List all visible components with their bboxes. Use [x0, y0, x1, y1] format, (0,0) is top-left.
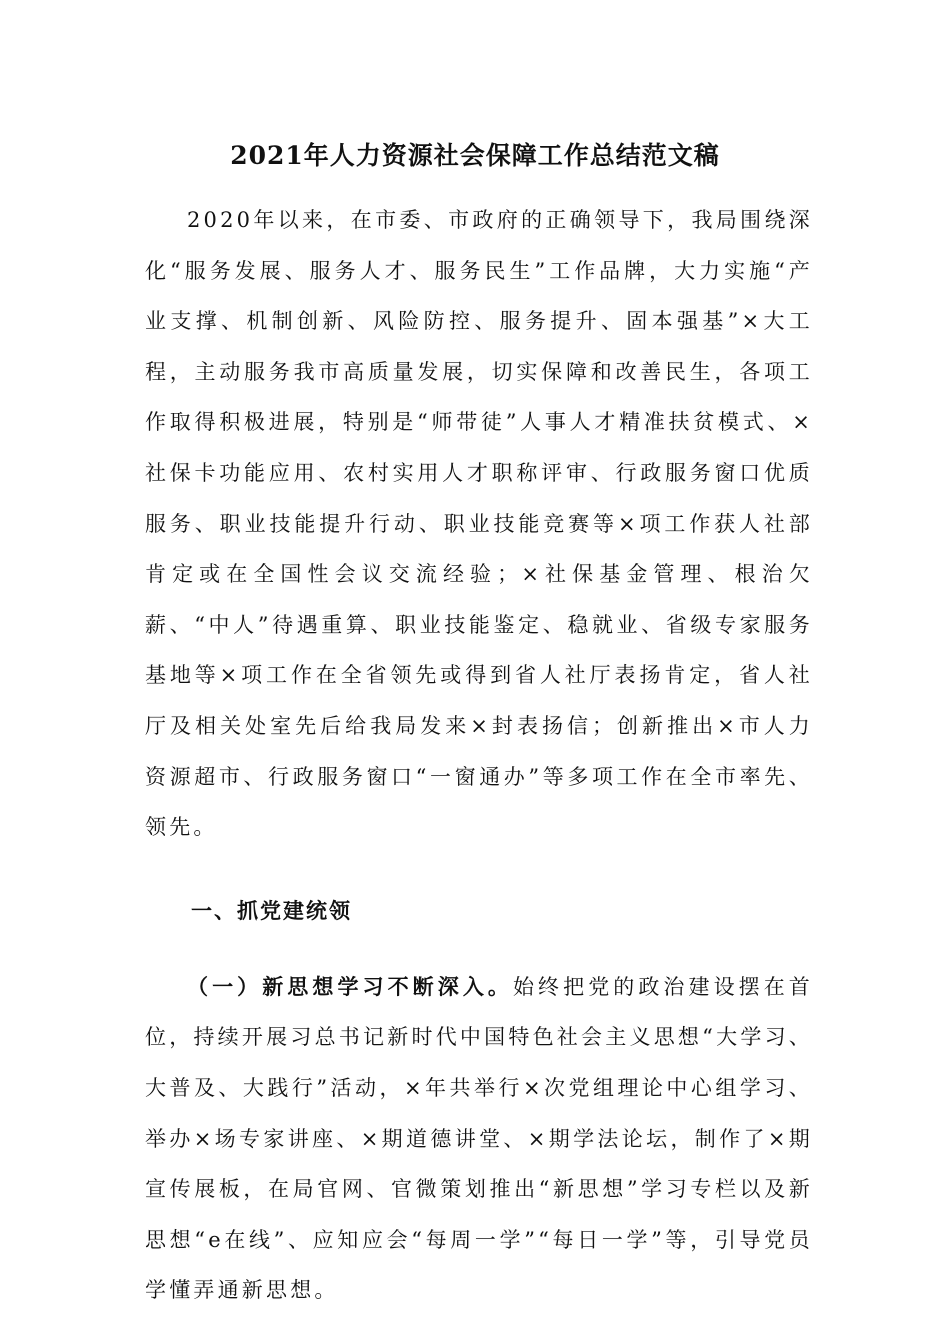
intro-paragraph: 2020年以来，在市委、市政府的正确领导下，我局围绕深化“服务发展、服务人才、服务民生”工作品牌，大力实施“产业支撑、机制创新、风险防控、服务提升、固本强基”×大工程，主动服务我市高质量发展，切实保障和改善民生，各项工作取得积极进展，特别是“师带徒”人事人才精准扶贫模式、×社保卡功能应用、农村实用人才职称评审、行政服务窗口优质服务、职业技能提升行动、职业技能竞赛等×项工作获人社部肯定或在全国性会议交流经验；×社保基金管理、根治欠薪、“中人”待遇重算、职业技能鉴定、稳就业、省级专家服务基地等×项工作在全省领先或得到省人社厅表扬肯定，省人社厅及相关处室先后给我局发来×封表扬信；创新推出×市人力资源超市、行政服务窗口“一窗通办”等多项工作在全市率先、领先。: [145, 208, 813, 840]
document-title: 2021年人力资源社会保障工作总结范文稿: [230, 141, 720, 170]
subsection-body: 始终把党的政治建设摆在首位，持续开展习总书记新时代中国特色社会主义思想“大学习、大普及、大践行”活动，×年共举行×次党组理论中心组学习、举办×场专家讲座、×期道德讲堂、×期学法论坛，制作了×期宣传展板，在局官网、官微策划推出“新思想”学习专栏以及新思想“e在线”、应知应会“每周一学”“每日一学”等，引导党员学懂弄通新思想。: [145, 974, 813, 1303]
spacer: [145, 936, 813, 962]
subsection-paragraph: [145, 962, 813, 1316]
document-body: [145, 195, 813, 1316]
section-heading: 一、抓党建统领: [191, 897, 352, 923]
spacer: [145, 853, 813, 886]
subsection-lead: （一）新思想学习不断深入。: [187, 973, 513, 999]
